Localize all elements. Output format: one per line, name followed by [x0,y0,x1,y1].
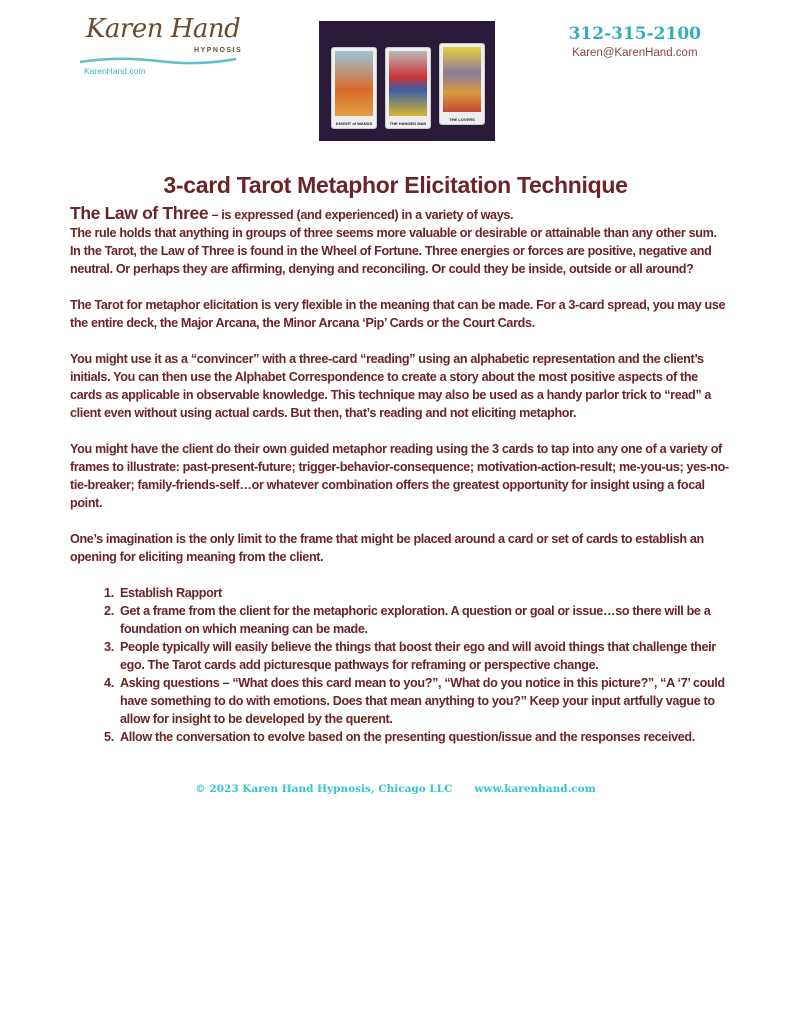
logo-web: KarenHand.com [84,66,146,76]
paragraph: You might have the client do their own guided metaphor reading using the 3 cards to tap into any one of a variety of frames to illustrate: past-present-future; trigger-behavior-consequence; motivation-action-result; me-you-us; yes-no-tie-breaker; family-friends-self…or whatever combination offers the greatest opportunity for insight using a focal point. [70,442,729,510]
card-label: THE HANGED MAN [389,121,427,126]
footer [0,782,791,856]
steps-list [70,584,730,746]
phone: 312-315-2100 [568,24,701,44]
document-body [70,0,730,746]
paragraph: The rule holds that anything in groups of three seems more valuable or desirable or attainable than any other sum. [70,226,717,240]
law-rest: – is expressed (and experienced) in a variety of ways. [208,208,514,222]
copyright: © 2023 Karen Hand Hypnosis, Chicago LLC [195,783,453,795]
paragraph: You might use it as a “convincer” with a three-card “reading” using an alphabetic representation and the client’s initials. You can then use the Alphabet Correspondence to create a story about the most positive aspects of the cards as applicable in observable knowledge. This technique may also be used as a handy parlor trick to “read” a client even without using actual cards. But then, that’s reading and not eliciting metaphor. [70,352,712,420]
page-title: 3-card Tarot Metaphor Elicitation Technique [163,172,628,198]
logo-sub: HYPNOSIS [194,47,243,54]
list-item: 3. People typically will easily believe the things that boost their ego and will avoid things that challenge their ego. The Tarot cards add picturesque pathways for reframing or perspective change. [117,638,730,674]
website-link[interactable]: www.karenhand.com [474,783,596,795]
email: Karen@KarenHand.com [572,47,698,59]
paragraph: One’s imagination is the only limit to the frame that might be placed around a card or set of cards to establish an opening for eliciting meaning from the client. [70,532,704,564]
list-item: 4. Asking questions – “What does this card mean to you?”, “What do you notice in this picture?”, “A ‘7’ could have something to do with emotions. Does that mean anything to you?” Keep your input artfully vague to allow for insight to be developed by the querent. [117,674,730,728]
paragraph: The Tarot for metaphor elicitation is very flexible in the meaning that can be made. For a 3-card spread, you may use the entire deck, the Major Arcana, the Minor Arcana ‘Pip’ Cards or the Court Cards. [70,298,726,330]
paragraph: In the Tarot, the Law of Three is found in the Wheel of Fortune. Three energies or forces are positive, negative and neutral. Or perhaps they are affirming, denying and reconciling. Or could they be inside, outside or all around? [70,244,712,276]
list-item: 5. Allow the conversation to evolve based on the presenting question/issue and the responses received. [117,728,730,746]
list-item: 2. Get a frame from the client for the metaphoric exploration. A question or goal or issue…so there will be a foundation on which meaning can be made. [117,602,730,638]
logo-name: Karen Hand [86,14,241,44]
card-label: KNIGHT of WANDS [335,121,373,126]
card-label: THE LOVERS [449,117,475,122]
list-item: 1. Establish Rapport [117,584,730,602]
law-heading: The Law of Three [70,203,209,223]
